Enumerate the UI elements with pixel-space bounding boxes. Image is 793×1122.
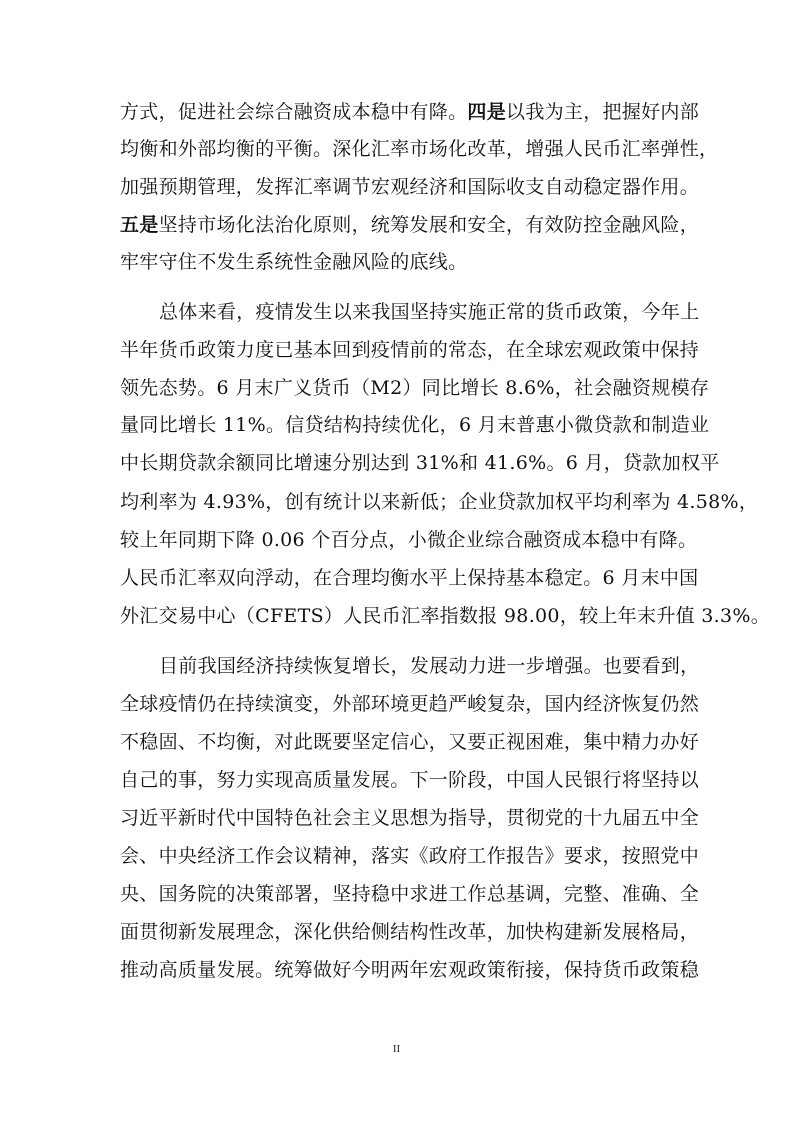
text-segment: 坚持市场化法治化原则，统筹发展和安全，有效防控金融风险， xyxy=(158,214,700,236)
page-number: II xyxy=(392,1043,401,1055)
text-segment: 较上年同期下降 0.06 个百分点，小微企业综合融资成本稳中有降。 xyxy=(120,529,698,551)
text-line xyxy=(120,880,700,908)
bold-heading-marker: 五是 xyxy=(120,214,159,236)
text-segment: 量同比增长 11%。信贷结构持续优化，6 月末普惠小微贷款和制造业 xyxy=(120,414,710,436)
text-line xyxy=(120,918,700,946)
text-segment: 推动高质量发展。统筹做好今明两年宏观政策衔接，保持货币政策稳 xyxy=(120,959,700,981)
text-segment: 均衡和外部均衡的平衡。深化汇率市场化改革，增强人民币汇率弹性， xyxy=(120,138,719,160)
text-line xyxy=(120,449,720,477)
text-line xyxy=(120,488,759,516)
text-line xyxy=(120,766,700,794)
text-segment: 目前我国经济持续恢复增长，发展动力进一步增强。也要看到， xyxy=(159,655,700,677)
text-line xyxy=(120,602,771,630)
text-line xyxy=(120,728,700,756)
text-segment: 人民币汇率双向浮动，在合理均衡水平上保持基本稳定。6 月末中国 xyxy=(120,567,699,589)
text-segment: 均利率为 4.93%，创有统计以来新低；企业贷款加权平均利率为 4.58%， xyxy=(120,491,759,513)
text-line xyxy=(120,842,700,870)
text-line xyxy=(120,411,710,439)
text-segment: 会、中央经济工作会议精神，落实《政府工作报告》要求，按照党中 xyxy=(120,845,700,867)
text-line xyxy=(120,956,700,984)
text-segment: 以我为主，把握好内部 xyxy=(506,101,700,123)
text-line xyxy=(120,336,700,364)
text-line xyxy=(120,173,700,201)
text-segment: 习近平新时代中国特色社会主义思想为指导，贯彻党的十九届五中全 xyxy=(120,807,700,829)
text-line xyxy=(120,804,700,832)
text-line xyxy=(120,98,700,126)
text-segment: 央、国务院的决策部署，坚持稳中求进工作总基调，完整、准确、全 xyxy=(120,883,700,905)
text-line xyxy=(159,652,700,680)
text-line xyxy=(120,135,719,163)
text-segment: 领先态势。6 月末广义货币（M2）同比增长 8.6%，社会融资规模存 xyxy=(120,377,710,399)
text-segment: 外汇交易中心（CFETS）人民币汇率指数报 98.00，较上年末升值 3.3%。 xyxy=(120,605,771,627)
text-segment: 半年货币政策力度已基本回到疫情前的常态，在全球宏观政策中保持 xyxy=(120,339,700,361)
text-segment: 中长期贷款余额同比增速分别达到 31%和 41.6%。6 月，贷款加权平 xyxy=(120,452,720,474)
bold-heading-marker: 四是 xyxy=(467,101,507,123)
text-line xyxy=(120,564,699,592)
text-segment: 不稳固、不均衡，对此既要坚定信心，又要正视困难，集中精力办好 xyxy=(120,731,700,753)
text-segment: 方式，促进社会综合融资成本稳中有降。 xyxy=(120,101,468,123)
text-segment: 加强预期管理，发挥汇率调节宏观经济和国际收支自动稳定器作用。 xyxy=(120,176,700,198)
text-segment: 全球疫情仍在持续演变，外部环境更趋严峻复杂，国内经济恢复仍然 xyxy=(120,693,700,715)
text-segment: 牢牢守住不发生系统性金融风险的底线。 xyxy=(120,251,468,273)
text-line xyxy=(120,690,700,718)
text-line xyxy=(159,298,700,326)
text-line xyxy=(120,248,676,276)
text-line xyxy=(120,526,698,554)
text-segment: 自己的事，努力实现高质量发展。下一阶段，中国人民银行将坚持以 xyxy=(120,769,700,791)
text-line xyxy=(120,374,710,402)
text-segment: 面贯彻新发展理念，深化供给侧结构性改革，加快构建新发展格局， xyxy=(120,921,700,943)
text-segment: 总体来看，疫情发生以来我国坚持实施正常的货币政策，今年上 xyxy=(159,301,700,323)
text-line xyxy=(120,211,700,239)
